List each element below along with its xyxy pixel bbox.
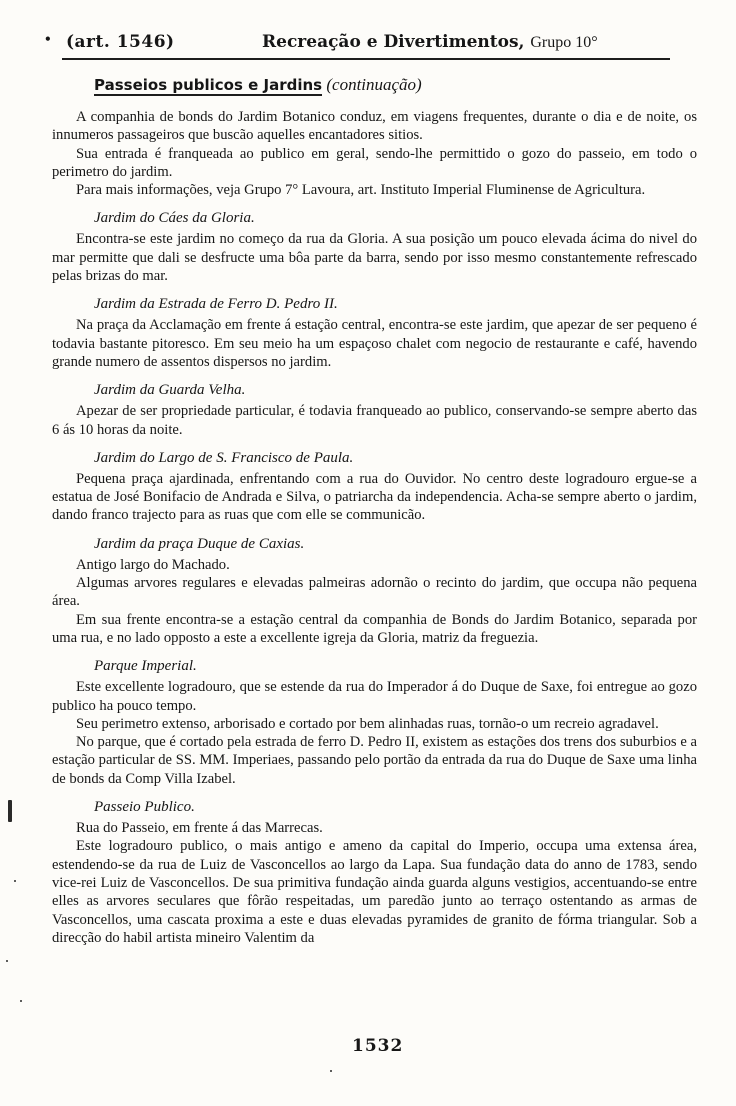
print-speck — [8, 800, 12, 822]
entry-heading: Jardim do Largo de S. Francisco de Paula. — [94, 449, 354, 466]
entry-heading: Jardim da Guarda Velha. — [94, 382, 246, 399]
header-bullet: • — [44, 32, 52, 46]
header-title — [262, 32, 598, 52]
section-title-text: Passeios publicos e Jardins — [94, 76, 323, 94]
header-group: Grupo 10° — [530, 34, 598, 51]
intro-paragraph: Sua entrada é franqueada ao publico em geral, sendo-lhe permittido o gozo do passeio, em todo o perimetro do jardim. — [52, 145, 697, 180]
article-number: (art. 1546) — [66, 32, 175, 52]
running-header — [44, 30, 692, 60]
header-rule — [62, 58, 670, 60]
entry-paragraph: Apezar de ser propriedade particular, é todavia franqueado ao publico, conservando-se sempre aberto das 6 ás 10 horas da noite. — [52, 403, 697, 438]
entry-paragraph: Este logradouro publico, o mais antigo e ameno da capital do Imperio, occupa uma extensa área, estendendo-se da rua de Luiz de Vasconcellos ao largo da Lapa. Sua fundação data do anno de 1783, sendo vice-rei Luiz de Vasconcellos. De sua primitiva fundação ainda guarda alguns vestigios, accentuando-se entre elles as arvores seculares que fôrão respeitadas, um paredão junto ao terraço ostentando as armas de Vasconcellos, uma cascata proxima a este e duas elevadas pyramides de granito de fórma triangular. Sob a direcção do habil artista mineiro Valentim da — [52, 838, 697, 946]
entry-paragraph: Seu perimetro extenso, arborisado e cortado por bem alinhadas ruas, tornão-o um recreio agradavel. — [76, 715, 659, 732]
entry-paragraph: Este excellente logradouro, que se estende da rua do Imperador á do Duque de Saxe, foi entregue ao gozo publico ha pouco tempo. — [52, 679, 697, 714]
print-speck — [330, 1070, 332, 1072]
page-number: 1532 — [352, 1036, 404, 1056]
entry-heading: Jardim da Estrada de Ferro D. Pedro II. — [94, 296, 338, 313]
entry-heading: Passeio Publico. — [94, 799, 195, 816]
entry-paragraph: Na praça da Acclamação em frente á estação central, encontra-se este jardim, que apezar de ser pequeno é todavia bastante pitoresco. Em seu meio ha um espaçoso chalet com negocio de restaurante e café, havendo grande numero de assentos dispersos no jardim. — [52, 317, 697, 370]
entry-paragraph: Rua do Passeio, em frente á das Marrecas. — [76, 820, 323, 837]
entry-paragraph: Antigo largo do Machado. — [76, 556, 230, 573]
entry-heading: Parque Imperial. — [94, 658, 197, 675]
entry-paragraph: Pequena praça ajardinada, enfrentando com a rua do Ouvidor. No centro deste logradouro ergue-se a estatua de José Bonifacio de Andrada e Silva, o patriarcha da independencia. Acha-se sempre aberto o jardim, dando franco trajecto para as ruas que com elle se communicão. — [52, 470, 697, 524]
print-speck — [20, 1000, 22, 1002]
document-body — [52, 108, 697, 947]
entry-paragraph: No parque, que é cortado pela estrada de ferro D. Pedro II, existem as estações dos trens dos suburbios e a estação particular de SS. MM. Imperiaes, passando pelo portão da entrada da rua do Duque de Saxe uma linha de bonds da Comp Villa Izabel. — [52, 734, 697, 787]
entry-heading: Jardim do Cáes da Gloria. — [94, 210, 255, 227]
entry-heading: Jardim da praça Duque de Caxias. — [94, 535, 305, 552]
section-title — [94, 75, 422, 95]
intro-paragraph: A companhia de bonds do Jardim Botanico conduz, em viagens frequentes, durante o dia e de noite, os innumeros passageiros que buscão aquelles encantadores sitios. — [52, 109, 697, 144]
header-title-text: Recreação e Divertimentos, — [262, 32, 525, 52]
entry-paragraph: Encontra-se este jardim no começo da rua da Gloria. A sua posição um pouco elevada ácima do nivel do mar permitte que dali se desfructe uma bôa parte da barra, sendo por isso mesmo constantemente refrescado pelas brizas do mar. — [52, 231, 697, 285]
entry-paragraph: Algumas arvores regulares e elevadas palmeiras adornão o recinto do jardim, que occupa não pequena área. — [52, 575, 697, 610]
print-speck — [14, 880, 16, 882]
entry-paragraph: Em sua frente encontra-se a estação central da companhia de Bonds do Jardim Botanico, separada por uma rua, e no lado opposto a este a excellente igreja da Gloria, matriz da freguezia. — [52, 611, 697, 646]
print-speck — [6, 960, 8, 962]
section-continuation: (continuação) — [326, 75, 422, 94]
intro-paragraph: Para mais informações, veja Grupo 7° Lavoura, art. Instituto Imperial Fluminense de Agricultura. — [76, 182, 646, 199]
